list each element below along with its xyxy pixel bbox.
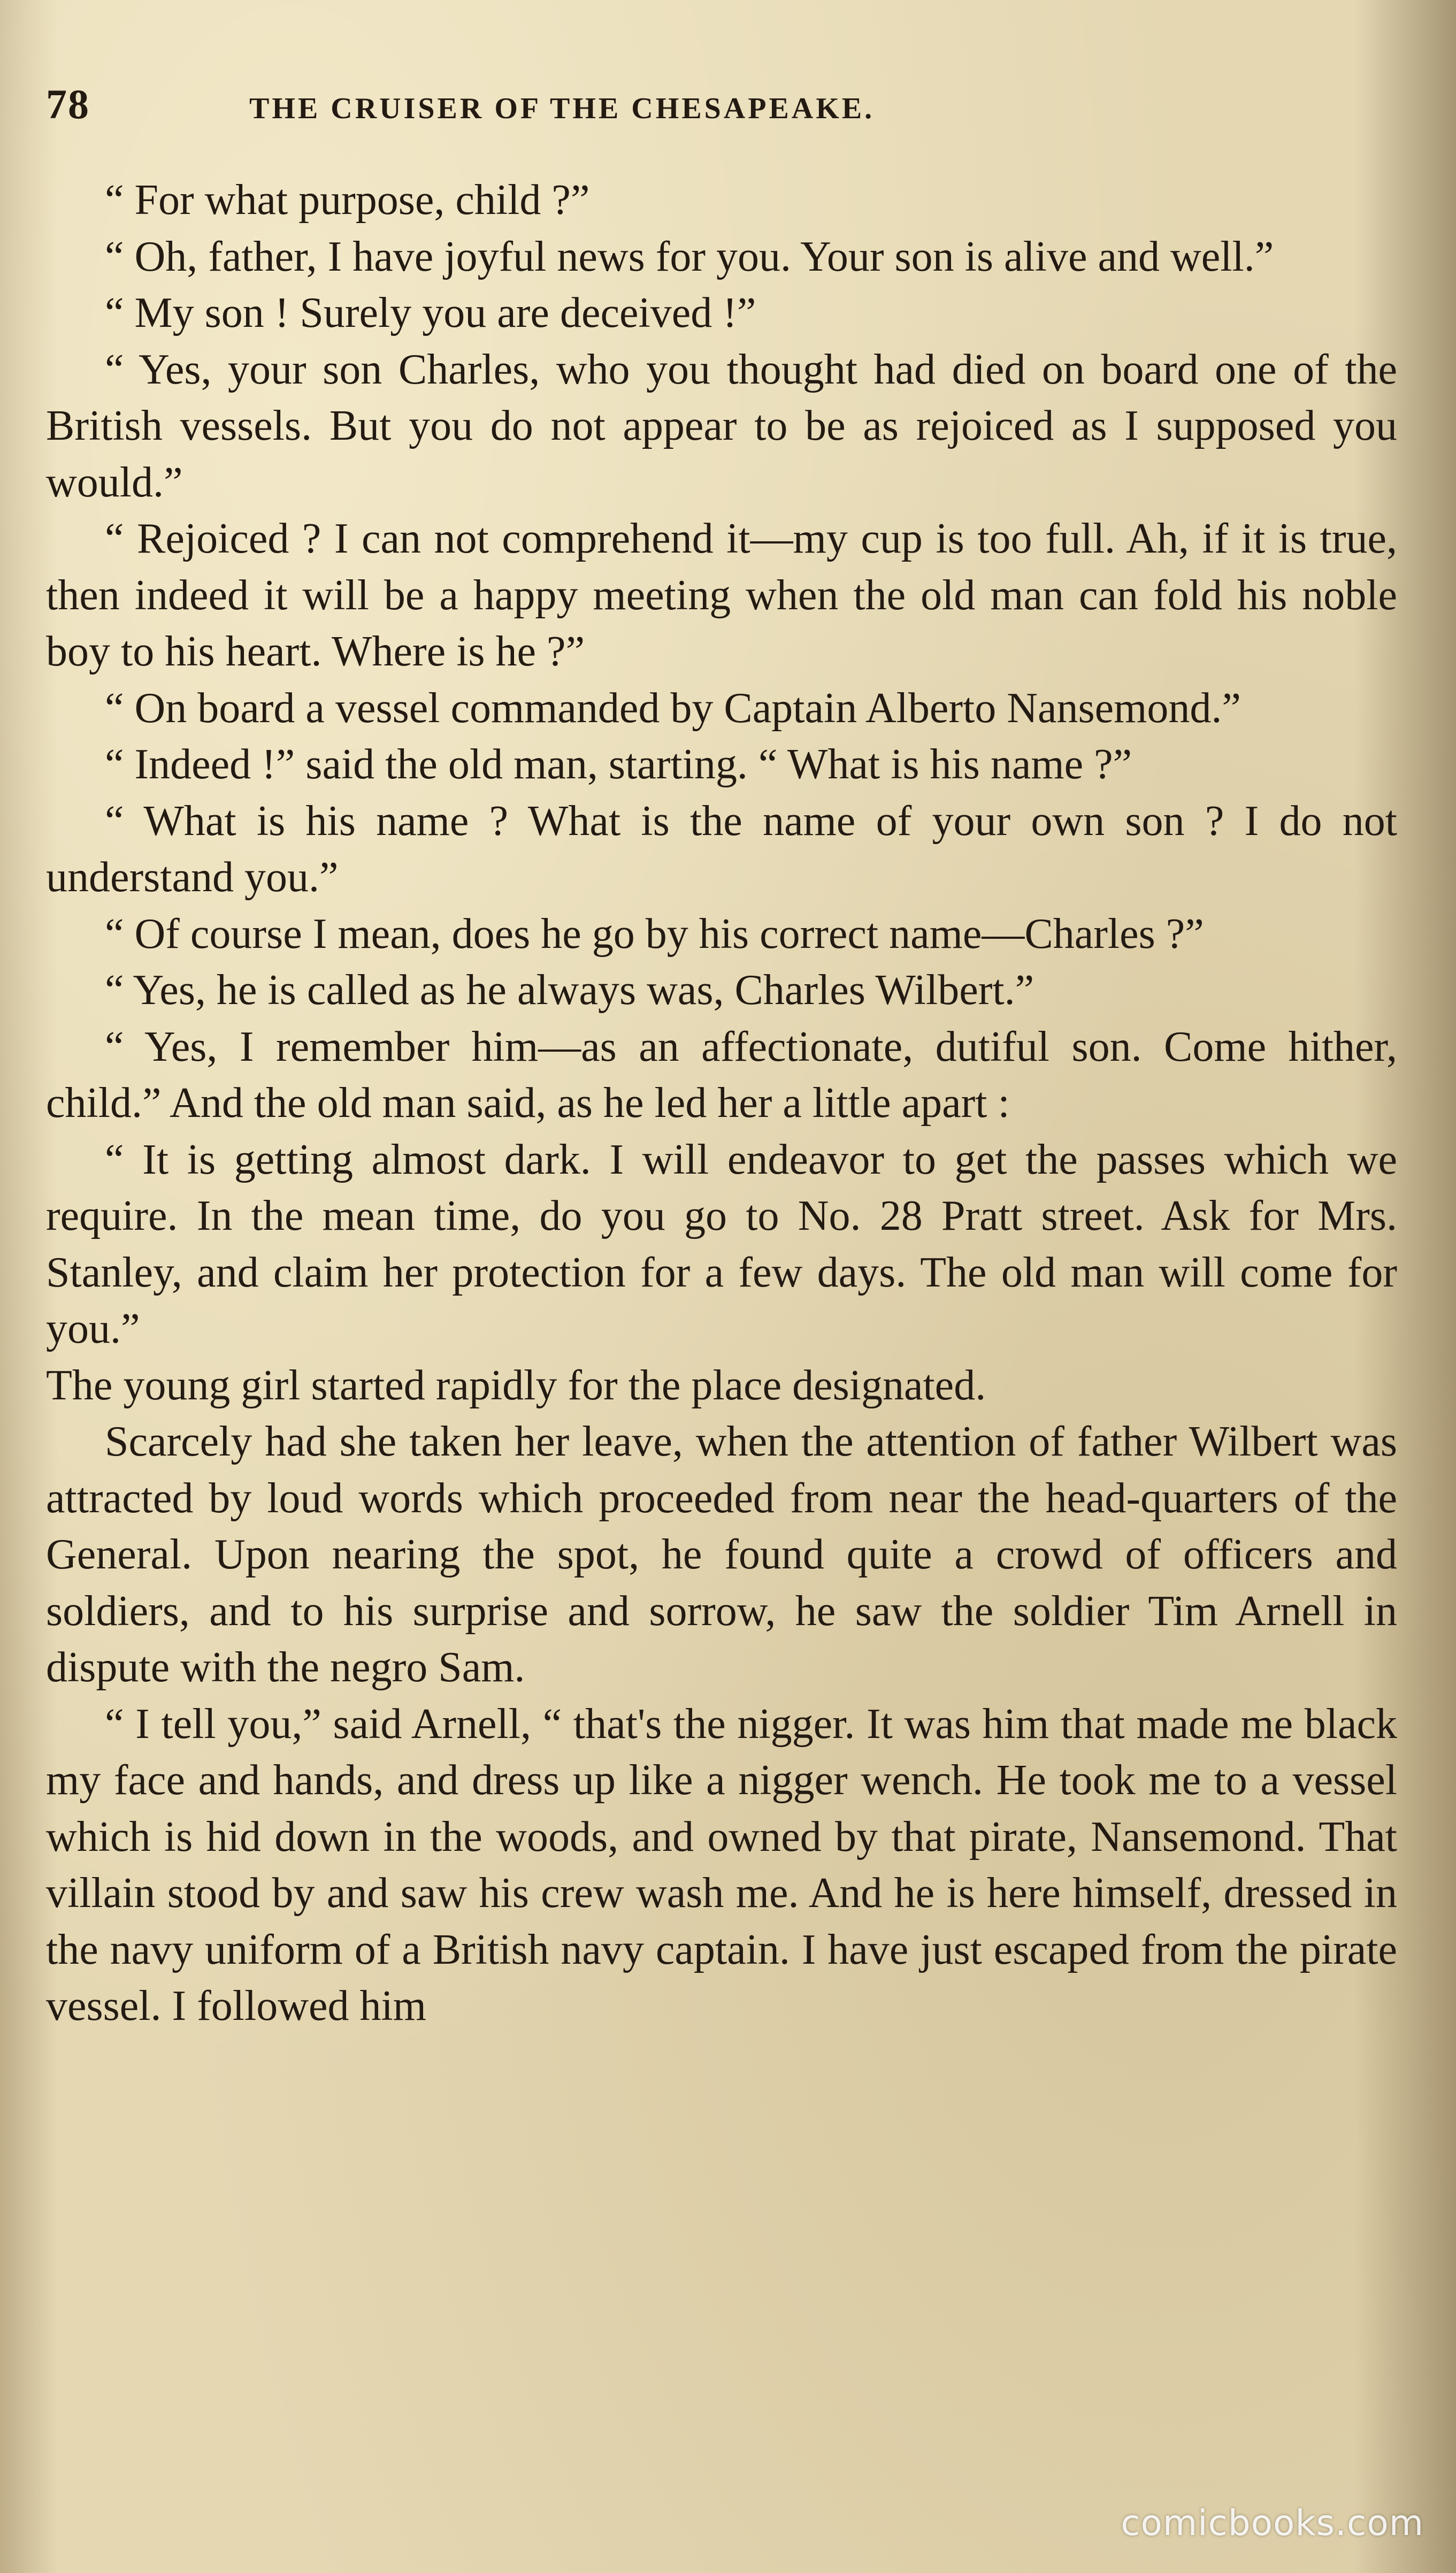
paragraph: “ Yes, he is called as he always was, Charles Wilbert.” [105, 967, 1034, 1014]
paragraph: “ I tell you,” said Arnell, “ that's the nigger. It was him that made me black my face and hands, and dress up like a nigger wench. He took me to a vessel which is hid down in the woods, and owned by that pirate, Nansemond. That villain stood by and saw his crew wash me. And he is here himself, dressed in the navy uniform of a British navy captain. I have just escaped from the pirate vessel. I followed him [46, 1700, 1397, 2030]
text-body [46, 172, 1397, 2035]
paragraph: “ On board a vessel commanded by Captain Alberto Nansemond.” [105, 684, 1241, 732]
watermark: comicbooks.com [1121, 2502, 1424, 2544]
paragraph: “ Indeed !” said the old man, starting. “ What is his name ?” [105, 741, 1132, 788]
paragraph: “ For what purpose, child ?” [105, 177, 590, 224]
running-title: THE CRUISER OF THE CHESAPEAKE. [249, 92, 875, 125]
paragraph: “ What is his name ? What is the name of your own son ? I do not understand you.” [46, 797, 1397, 901]
paragraph: “ My son ! Surely you are deceived !” [105, 289, 756, 336]
paragraph: “ Oh, father, I have joyful news for you. Your son is alive and well.” [105, 233, 1274, 280]
paragraph: “ It is getting almost dark. I will endeavor to get the passes which we require. In the mean time, do you go to No. 28 Pratt street. Ask for Mrs. Stanley, and claim her protection for a few days. The old man will come for you.” [46, 1136, 1397, 1352]
paragraph: “ Yes, your son Charles, who you thought had died on board one of the British vessels. But you do not appear to be as rejoiced as I supposed you would.” [46, 346, 1397, 506]
paragraph: “ Of course I mean, does he go by his correct name—Charles ?” [105, 910, 1204, 958]
paragraph: The young girl started rapidly for the place designated. [46, 1361, 986, 1409]
paragraph: “ Rejoiced ? I can not comprehend it—my cup is too full. Ah, if it is true, then indeed it will be a happy meeting when the old man can fold his noble boy to his heart. Where is he ?” [46, 515, 1397, 675]
running-head [46, 80, 1397, 139]
paragraph: Scarcely had she taken her leave, when the attention of father Wilbert was attracted by loud words which proceeded from near the head-quarters of the General. Upon nearing the spot, he found quite a crowd of officers and soldiers, and to his surprise and sorrow, he saw the soldier Tim Arnell in dispute with the negro Sam. [46, 1418, 1397, 1691]
paragraph: “ Yes, I remember him—as an affectionate, dutiful son. Come hither, child.” And the old man said, as he led her a little apart : [46, 1023, 1397, 1127]
page-number: 78 [46, 81, 90, 127]
